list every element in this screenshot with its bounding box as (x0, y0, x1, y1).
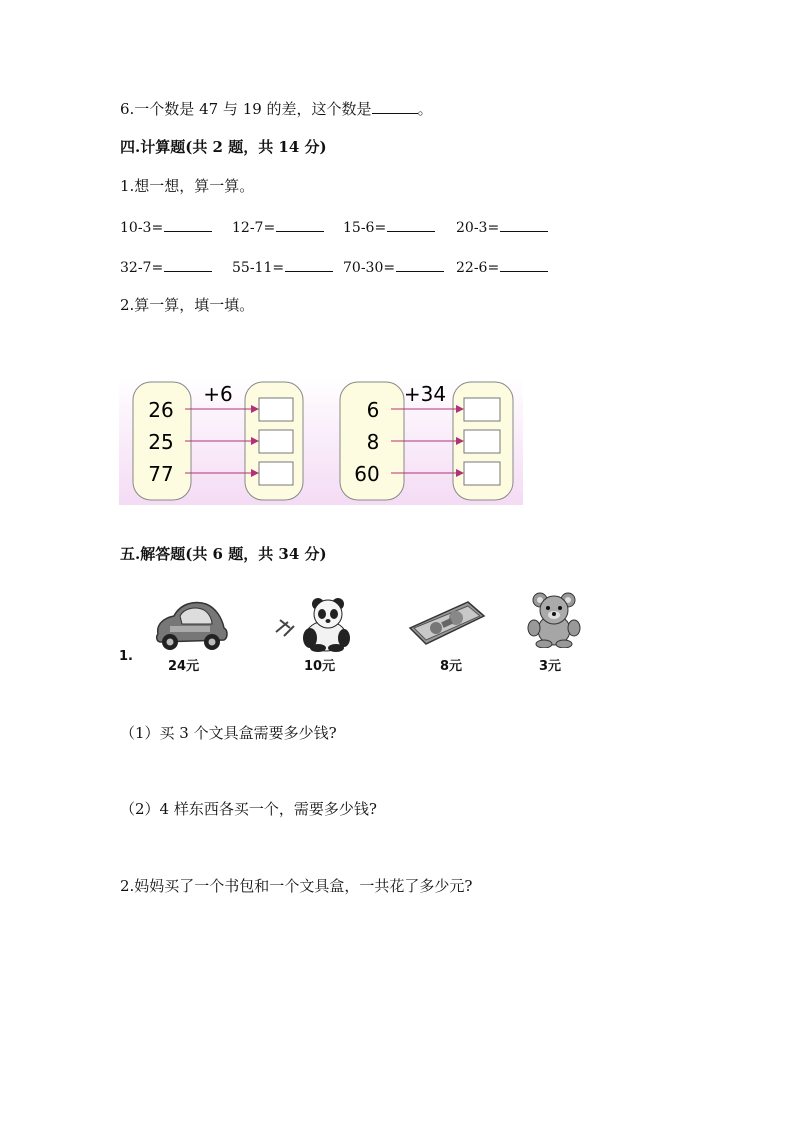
operator-label-right: +34 (403, 382, 447, 406)
answer-box[interactable] (464, 430, 500, 453)
section-4-title: 四.计算题(共 2 题，共 14 分) (120, 138, 327, 156)
toy-car-icon (150, 596, 230, 652)
section-4-q2-label: 2.算一算，填一填。 (120, 296, 255, 314)
answer-blank[interactable] (500, 216, 548, 232)
section-5-q1-number: 1. (119, 649, 133, 664)
answer-blank[interactable] (164, 216, 212, 232)
answer-blank[interactable] (285, 256, 333, 272)
pencil-box-icon (406, 598, 486, 648)
price-label: 8元 (440, 659, 463, 674)
answer-box[interactable] (464, 462, 500, 485)
question-6-suffix: 。 (417, 100, 433, 118)
section-4-q1-label: 1.想一想，算一算。 (120, 177, 255, 195)
answer-blank[interactable] (396, 256, 444, 272)
section-5-q1-sub2: （2）4 样东西各买一个，需要多少钱? (120, 800, 377, 818)
answer-blank[interactable] (372, 98, 418, 114)
operator-label-left: +6 (203, 382, 233, 406)
price-label: 3元 (539, 659, 562, 674)
calc-item: 15-6= (343, 216, 435, 238)
calc-item: 10-3= (120, 216, 212, 238)
answer-blank[interactable] (276, 216, 324, 232)
question-6 (120, 98, 433, 119)
calc-item: 22-6= (456, 256, 548, 278)
calc-item: 20-3= (456, 216, 548, 238)
input-number: 77 (148, 462, 174, 486)
answer-blank[interactable] (164, 256, 212, 272)
calc-item: 12-7= (232, 216, 324, 238)
answer-blank[interactable] (387, 216, 435, 232)
answer-blank[interactable] (500, 256, 548, 272)
price-label: 10元 (304, 659, 336, 674)
addition-machine-diagram (119, 378, 523, 505)
input-number: 6 (366, 398, 380, 422)
calc-item: 55-11= (232, 256, 333, 278)
answer-box[interactable] (259, 462, 293, 485)
input-number: 60 (354, 462, 380, 486)
input-number: 26 (148, 398, 174, 422)
section-5-title: 五.解答题(共 6 题，共 34 分) (120, 545, 327, 563)
section-5-q1-sub1: （1）买 3 个文具盒需要多少钱? (120, 724, 337, 742)
answer-box[interactable] (259, 398, 293, 421)
input-number: 25 (148, 430, 174, 454)
answer-box[interactable] (259, 430, 293, 453)
price-label: 24元 (168, 659, 200, 674)
question-6-text: 6.一个数是 47 与 19 的差，这个数是 (120, 100, 372, 118)
section-5-q2: 2.妈妈买了一个书包和一个文具盒，一共花了多少元? (120, 877, 473, 895)
panda-icon (274, 592, 350, 652)
teddy-bear-icon (526, 590, 582, 648)
answer-box[interactable] (464, 398, 500, 421)
input-number: 8 (366, 430, 380, 454)
calc-item: 32-7= (120, 256, 212, 278)
calc-item: 70-30= (343, 256, 444, 278)
